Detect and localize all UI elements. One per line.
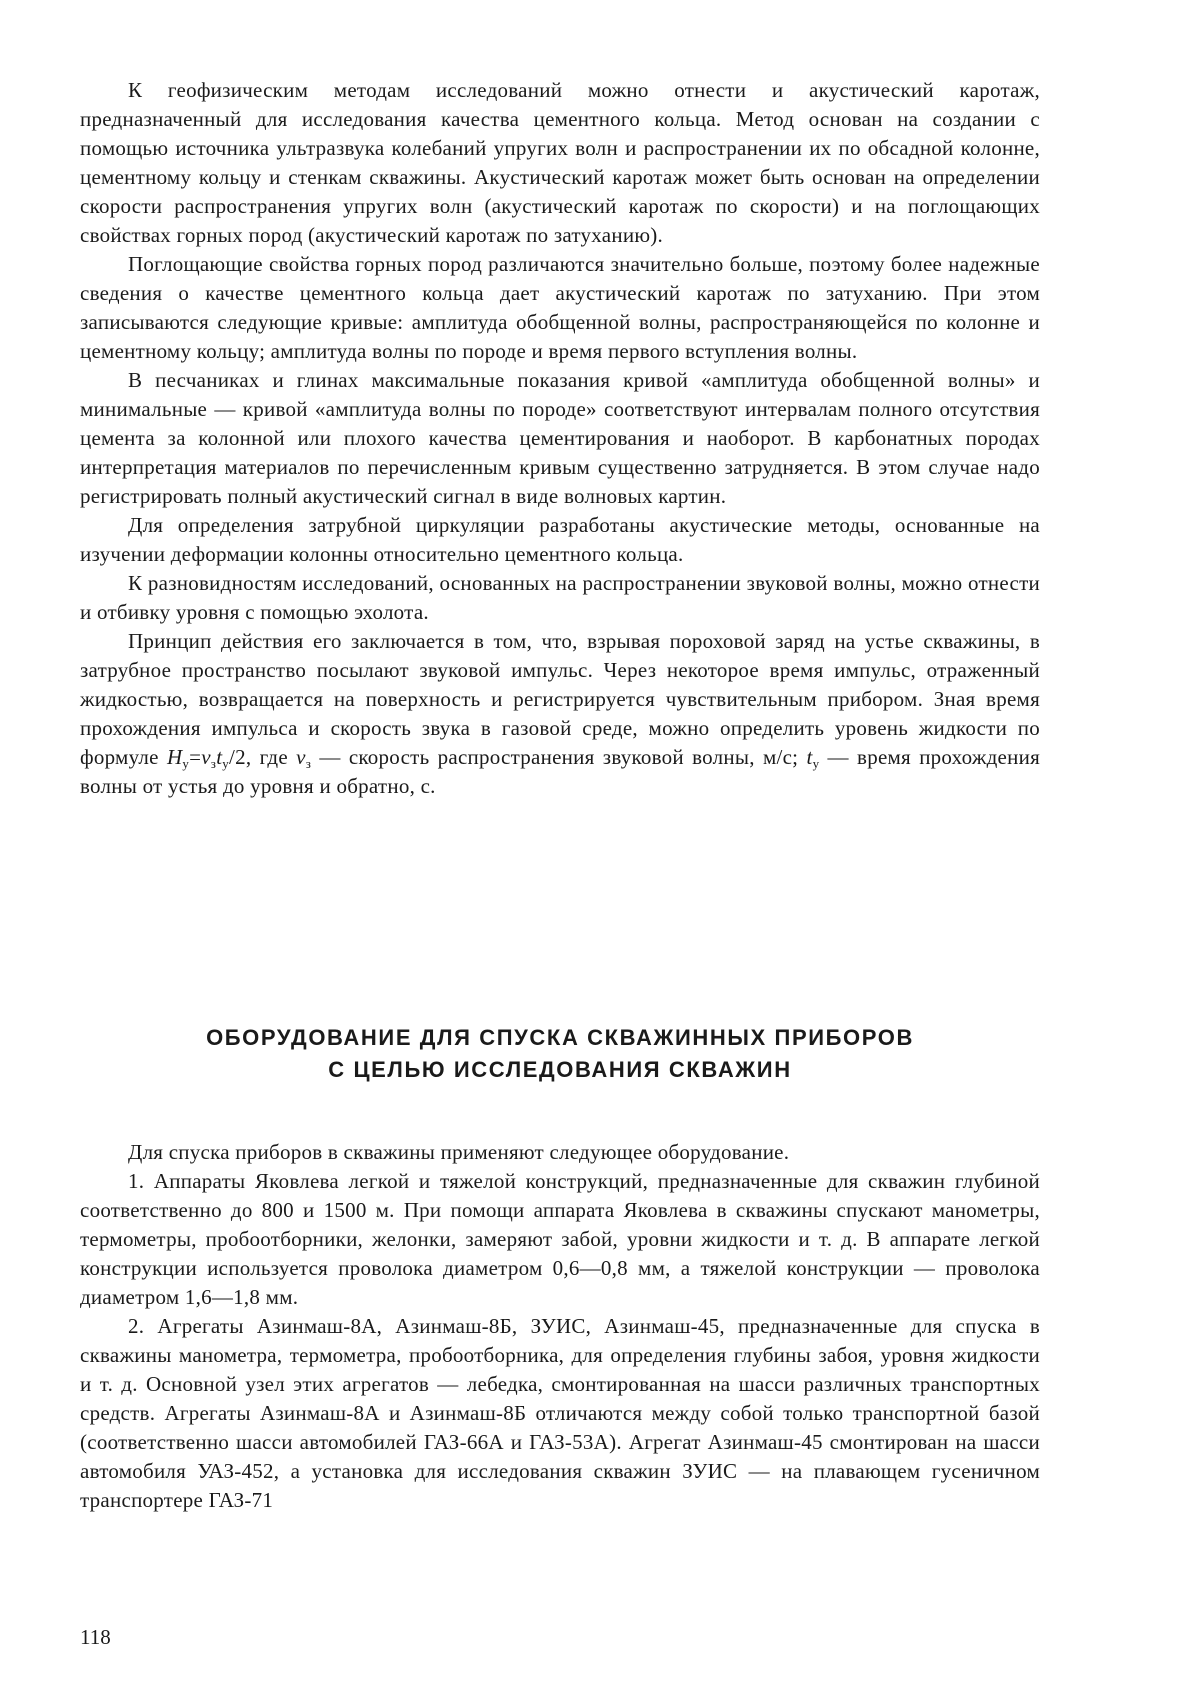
paragraph-equipment-intro: Для спуска приборов в скважины применяют следующее оборудование.	[128, 1140, 790, 1164]
body-text-top	[80, 76, 1040, 801]
formula-h: H	[166, 745, 183, 769]
section-heading-line-1: ОБОРУДОВАНИЕ ДЛЯ СПУСКА СКВАЖИННЫХ ПРИБОРОВ	[206, 1025, 914, 1050]
formula-t: t	[216, 745, 223, 769]
formula-t-sub: у	[222, 756, 230, 771]
formula-text-mid: — скорость распространения звуковой волны, м/с;	[311, 745, 807, 769]
paragraph-acoustic-logging: К геофизическим методам исследований можно отнести и акустический каротаж, предназначенный для исследования качества цементного кольца. Метод основан на создании с помощью источника ультразвука колебаний упругих волн и распространении их по обсадной колонне, цементному кольцу и стенкам скважины. Акустический каротаж может быть основан на определении скорости распространения упругих волн (акустический каротаж по скорости) и на поглощающих свойствах горных пород (акустический каротаж по затуханию).	[80, 78, 1040, 247]
formula-h-sub: у	[182, 756, 190, 771]
formula-v2-sub: з	[305, 756, 312, 771]
formula-eq: =	[189, 745, 202, 769]
formula-v2: v	[296, 745, 306, 769]
formula-v-sub: з	[210, 756, 217, 771]
formula-div: /2, где	[229, 745, 297, 769]
section-heading	[80, 1022, 1040, 1086]
page-number: 118	[80, 1625, 111, 1649]
formula-t2-sub: у	[812, 756, 820, 771]
paragraph-formula	[80, 627, 1040, 801]
paragraph-echo-sounder: К разновидностям исследований, основанных на распространении звуковой волны, можно отнести и отбивку уровня с помощью эхолота.	[80, 571, 1040, 624]
paragraph-sandstones: В песчаниках и глинах максимальные показания кривой «амплитуда обобщенной волны» и минимальные — кривой «амплитуда волны по породе» соответствуют интервалам полного отсутствия цемента за колонной или плохого качества цементирования и наоборот. В карбонатных породах интерпретация материалов по перечисленным кривым существенно затрудняется. В этом случае надо регистрировать полный акустический сигнал в виде волновых картин.	[80, 368, 1040, 508]
body-text-bottom	[80, 1138, 1040, 1515]
formula-text-after: — время прохождения волны от устья до уровня и обратно, с.	[80, 745, 1040, 798]
formula-t2: t	[806, 745, 813, 769]
formula-v: v	[201, 745, 211, 769]
paragraph-circulation: Для определения затрубной циркуляции разработаны акустические методы, основанные на изучении деформации колонны относительно цементного кольца.	[80, 513, 1040, 566]
paragraph-absorption: Поглощающие свойства горных пород различаются значительно больше, поэтому более надежные сведения о качестве цементного кольца дает акустический каротаж по затуханию. При этом записываются следующие кривые: амплитуда обобщенной волны, распространяющейся по колонне и цементному кольцу; амплитуда волны по породе и время первого вступления волны.	[80, 252, 1040, 363]
section-heading-line-2: С ЦЕЛЬЮ ИССЛЕДОВАНИЯ СКВАЖИН	[328, 1057, 792, 1082]
formula-text-before: Принцип действия его заключается в том, что, взрывая пороховой заряд на устье скважины, в затрубное пространство посылают звуковой импульс. Через некоторое время импульс, отраженный жидкостью, возвращается на поверхность и регистрируется чувствительным прибором. Зная время прохождения импульса и скорость звука в газовой среде, можно определить уровень жидкости по формуле	[80, 629, 1040, 769]
paragraph-azinmash-units: 2. Агрегаты Азинмаш-8А, Азинмаш-8Б, ЗУИС, Азинмаш-45, предназначенные для спуска в скважины манометра, термометра, пробоотборника, для определения глубины забоя, уровня жидкости и т. д. Основной узел этих агрегатов — лебедка, смонтированная на шасси различных транспортных средств. Агрегаты Азинмаш-8А и Азинмаш-8Б отличаются между собой только транспортной базой (соответственно шасси автомобилей ГАЗ-66А и ГАЗ-53А). Агрегат Азинмаш-45 смонтирован на шасси автомобиля УАЗ-452, а установка для исследования скважин ЗУИС — на плавающем гусеничном транспортере ГАЗ-71	[80, 1314, 1040, 1512]
paragraph-yakovlev-devices: 1. Аппараты Яковлева легкой и тяжелой конструкций, предназначенные для скважин глубиной соответственно до 800 и 1500 м. При помощи аппарата Яковлева в скважины спускают манометры, термометры, пробоотборники, желонки, замеряют забой, уровни жидкости и т. д. В аппарате легкой конструкции используется проволока диаметром 0,6—0,8 мм, а тяжелой конструкции — проволока диаметром 1,6—1,8 мм.	[80, 1169, 1040, 1309]
